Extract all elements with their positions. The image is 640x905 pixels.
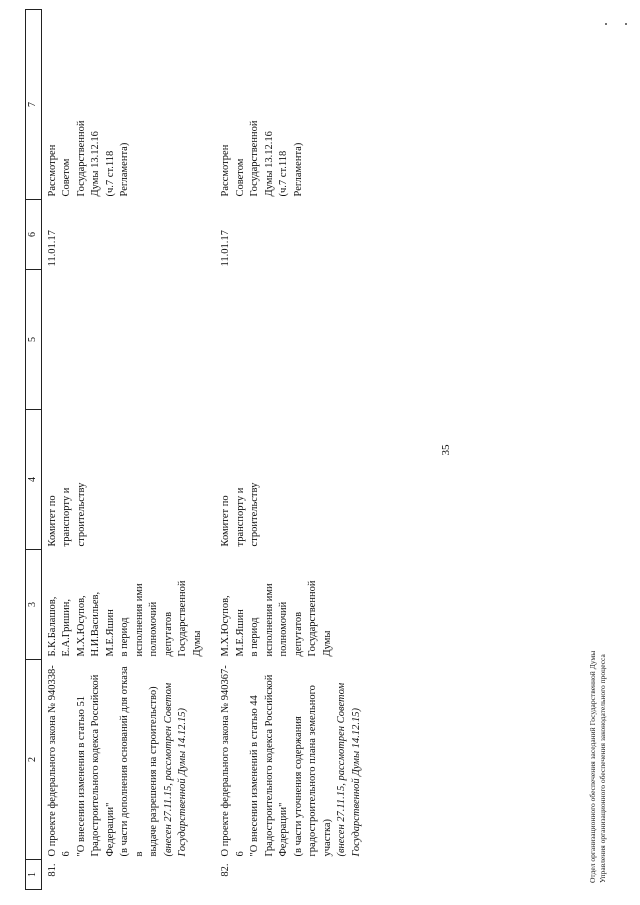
scan-speck xyxy=(625,23,627,25)
status-cell-line: Государственной xyxy=(249,120,260,197)
status-cell-line: (ч.7 ст.118 xyxy=(278,150,289,197)
date-cell: 11.01.17 xyxy=(46,230,58,267)
status-cell-line: Регламента) xyxy=(292,142,304,197)
bill-authors-line: исполнения ими xyxy=(133,583,145,657)
bill-authors-line: полномочий xyxy=(148,601,159,657)
bill-authors-line: Думы xyxy=(321,630,333,657)
status-cell-line: Государственной xyxy=(75,120,87,197)
bill-authors-line: в период xyxy=(119,617,130,657)
bill-note-line: Государственной Думы 14.12.15) xyxy=(350,708,362,857)
footer-line: Управления организационного обеспечения законодательного процесса xyxy=(598,654,607,883)
scan-speck xyxy=(605,23,607,25)
bill-authors-line: Государственной xyxy=(177,580,188,657)
bill-authors-line: Думы xyxy=(191,630,203,657)
bill-title-line: Градостроительного кодекса Российской xyxy=(90,674,101,857)
bill-note-line: (внесен 27.11.15, рассмотрен Советом xyxy=(336,682,347,857)
status-cell-line: Думы 13.12.16 xyxy=(263,131,275,197)
status-cell-line: Думы 13.12.16 xyxy=(90,131,101,197)
responsible-committee-line: строительству xyxy=(249,482,260,547)
responsible-committee-line: Комитет по xyxy=(46,495,58,547)
footer xyxy=(588,651,608,883)
status-cell-line: (ч.7 ст.118 xyxy=(104,150,116,197)
table-row xyxy=(41,10,215,890)
bill-authors-line: М.Х.Юсупов, xyxy=(220,595,231,657)
column-5-cell xyxy=(41,270,215,410)
row-number: 82. xyxy=(220,863,231,877)
bills-table xyxy=(25,9,374,890)
bill-title-line: Федерации" xyxy=(104,802,116,857)
column-number: 7 xyxy=(26,10,42,200)
row-number: 81. xyxy=(46,863,58,877)
bill-title-line: (в части дополнения оснований для отказа в xyxy=(119,666,145,857)
status-cell xyxy=(41,10,215,200)
bill-authors-line: исполнения ими xyxy=(263,583,275,657)
responsible-committee-line: транспорту и xyxy=(61,487,72,547)
status-cell xyxy=(215,10,374,200)
status-cell-line: Рассмотрен xyxy=(220,144,231,197)
bill-authors-line: полномочий xyxy=(278,601,289,657)
bill-authors-line: Н.И.Васильев, xyxy=(90,591,101,657)
column-5-cell xyxy=(215,270,374,410)
bill-title-line: градостроительного плана земельного xyxy=(307,685,318,857)
bill-title-line: (в части уточнения содержания xyxy=(292,716,304,857)
column-number-row xyxy=(26,10,42,890)
bill-authors-line: М.Х.Юсупов, xyxy=(75,595,87,657)
status-cell-line: Рассмотрен xyxy=(46,144,58,197)
footer-line: Отдел организационного обеспечения заседаний Государственной Думы xyxy=(588,650,597,883)
responsible-committee xyxy=(215,410,374,550)
bill-title-line: выдаче разрешения на строительство) xyxy=(148,686,159,857)
responsible-committee-line: транспорту и xyxy=(234,487,246,547)
bill-authors-line: М.Е.Яшин xyxy=(234,609,246,657)
column-number: 2 xyxy=(26,660,42,860)
bill-title-line: участка) xyxy=(321,818,333,857)
bill-authors-line: М.Е.Яшин xyxy=(104,609,116,657)
bill-authors-line: Государственной xyxy=(307,580,318,657)
page-number: 35 xyxy=(440,444,452,456)
column-number: 3 xyxy=(26,550,42,660)
responsible-committee-line: Комитет по xyxy=(220,495,231,547)
bill-title-line: Федерации" xyxy=(278,802,289,857)
column-number: 5 xyxy=(26,270,42,410)
responsible-committee xyxy=(41,410,215,550)
bill-authors-line: Б.К.Балашов, xyxy=(46,596,58,657)
bill-authors xyxy=(41,550,215,660)
bill-title-line: "О внесении изменения в статью 51 xyxy=(75,695,87,857)
bill-note-line: Государственной Думы 14.12.15) xyxy=(177,708,188,857)
table-row xyxy=(215,10,374,890)
date-cell: 11.01.17 xyxy=(220,230,231,267)
column-number: 6 xyxy=(26,200,42,270)
bill-authors-line: депутатов xyxy=(162,611,174,657)
column-number: 1 xyxy=(26,860,42,890)
bill-title xyxy=(215,660,374,860)
bill-authors-line: в период xyxy=(249,617,260,657)
bill-authors-line: депутатов xyxy=(292,611,304,657)
status-cell-line: Регламента) xyxy=(119,142,130,197)
column-number: 4 xyxy=(26,410,42,550)
bill-title-line: О проекте федерального закона № 940338-6 xyxy=(46,665,72,857)
bill-title-line: О проекте федерального закона № 940367-6 xyxy=(220,665,246,857)
bill-title-line: "О внесении изменений в статью 44 xyxy=(249,695,260,857)
status-cell-line: Советом xyxy=(234,158,246,197)
bill-title-line: Градостроительного кодекса Российской xyxy=(263,674,275,857)
status-cell-line: Советом xyxy=(61,158,72,197)
bill-authors-line: Е.А.Гришин, xyxy=(61,599,72,657)
responsible-committee-line: строительству xyxy=(75,482,87,547)
bill-note-line: (внесен 27.11.15, рассмотрен Советом xyxy=(162,682,174,857)
bill-title xyxy=(41,660,215,860)
bill-authors xyxy=(215,550,374,660)
